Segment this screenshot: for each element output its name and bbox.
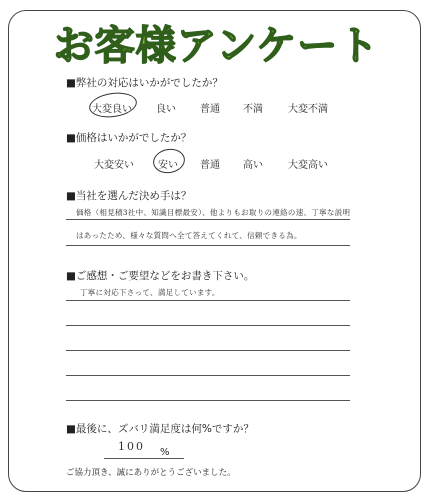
q1-option-5[interactable]: 大変不満 [288,104,328,115]
q4-rule-4 [66,375,350,376]
q2-option-5[interactable]: 大変高い [288,160,328,171]
q5-answer-rule [104,458,184,459]
q3-rule-2 [66,245,350,246]
q2-option-3[interactable]: 普通 [200,160,220,171]
q1-option-2[interactable]: 良い [156,104,176,115]
q4-rule-1 [66,300,350,301]
q4-handwritten-line-1: 丁寧に対応下さって、満足しています。 [80,288,220,297]
q2-option-4[interactable]: 高い [243,160,263,171]
q3-rule-1 [66,219,350,220]
q1-option-1[interactable]: 大変良い [92,104,132,115]
question-4: ■ご感想・ご要望などをお書き下さい。 [66,270,255,282]
q2-option-2[interactable]: 安い [158,160,178,171]
q3-handwritten-line-2: はあったため、様々な質問へ全て答えてくれて、信頼できる為。 [76,231,302,240]
q4-rule-5 [66,400,350,401]
q4-rule-2 [66,325,350,326]
q5-handwritten-answer: 100 [118,440,145,453]
q3-handwritten-line-1: 価格（相見積3社中、知識目標最安）、他よりもお取りの連絡の速、丁寧な説明 [76,208,351,217]
question-2: ■価格はいかがでしたか？ [66,132,192,144]
q2-option-1[interactable]: 大変安い [94,160,134,171]
q1-option-3[interactable]: 普通 [200,104,220,115]
question-1: ■弊社の対応はいかがでしたか？ [66,77,223,89]
q1-option-4[interactable]: 不満 [243,104,263,115]
survey-title: お客様アンケート [53,23,380,69]
percent-unit: % [160,447,170,458]
question-5: ■最後に、ズバリ満足度は何%ですか？ [66,423,254,435]
question-3: ■当社を選んだ決め手は？ [66,190,192,202]
thank-you-note: ご協力頂き、誠にありがとうございました。 [66,468,236,478]
q4-rule-3 [66,350,350,351]
